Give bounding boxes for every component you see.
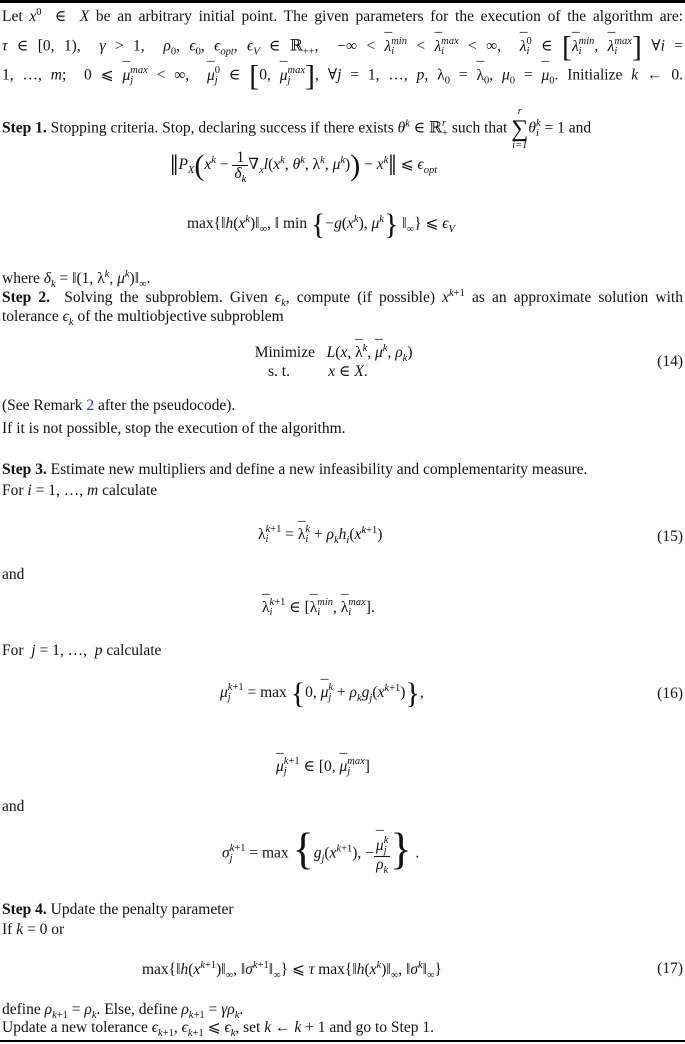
step-2-line-2: tolerance $\epsilon_k$ of the multiobjective subproblem bbox=[2, 308, 284, 328]
step-3-label: Step 3. bbox=[2, 461, 47, 478]
mu-bar-range: ¯ μ k+1 j ∈ [0, ¯ μ max j ] bbox=[276, 757, 370, 777]
remark-2-link[interactable]: 2 bbox=[86, 397, 95, 414]
equation-number-16: (16) bbox=[657, 685, 683, 702]
subproblem-minimize: Minimize L(x, ¯ $\lambda^k$, ¯ $\mu^k$, $\rho_k$) bbox=[253, 343, 413, 363]
step-4-line: Step 4. Update the penalty parameter bbox=[2, 901, 234, 918]
intro-line-3: 1, …, m; 0 ⩽ ¯ μ max j < ∞, ¯ μ 0 j ∈ [0, ¯ μ max j ], ∀j = 1, …, p, $\lambda_0$ = ¯ $\lambda_0$, $\mu_0$ = ¯ $\mu_0$. Initialize k ← 0. bbox=[2, 66, 683, 87]
not-possible-text: If it is not possible, stop the execution of the algorithm. bbox=[2, 420, 346, 437]
intro-line-2: τ ∈ [0, 1), γ > 1, $\rho_0$, $\epsilon_0$, $\epsilon_{opt}$, $\epsilon_V$ ∈ ℝ$_{++}$, −∞ < ¯ λ min i < ¯ λ max i < ∞, ¯ λ 0 i ∈ [¯ λ min i , ¯ λ max i ] ∀i = bbox=[2, 37, 683, 58]
for-j-text: For j = 1, …, p calculate bbox=[2, 642, 162, 659]
step-4-label: Step 4. bbox=[2, 901, 47, 918]
equation-number-15: (15) bbox=[657, 528, 683, 545]
lambda-bar-range: ¯ λ k+1 i ∈ [¯ λ min i , ¯ λ max i ]. bbox=[262, 598, 375, 618]
define-rho: define $\rho_{k+1} = \rho_k$. Else, define $\rho_{k+1} = \gamma\rho_k$. bbox=[2, 1001, 244, 1021]
equation-optimality: $‖P_X(x^k$ − $\frac{1}{\delta_k}$ $\nabla_xl(x^k$, $\theta^k$, $\lambda^k$, $\mu^k$)) − $x^k‖$ ⩽ $\epsilon_{opt}$ bbox=[170, 149, 438, 185]
step-2-label: Step 2. bbox=[2, 289, 51, 306]
and-text-2: and bbox=[2, 798, 25, 815]
equation-number-14: (14) bbox=[657, 353, 683, 370]
subproblem-constraint: s. t. x ∈ X. bbox=[268, 363, 368, 380]
for-i-text: For i = 1, …, m calculate bbox=[2, 482, 158, 499]
intro-line-1: Let $x^0$ ∈ X be an arbitrary initial point. The given parameters for the execution of the algorithm are: bbox=[2, 7, 684, 25]
top-rule bbox=[0, 0, 685, 3]
where-delta: where $\delta_k$ = ‖(1, $\lambda^k$, $\mu^k)‖_\infty$. bbox=[2, 269, 151, 290]
step-1-label: Step 1. bbox=[2, 119, 47, 137]
step-3-line: Step 3. Estimate new multipliers and define a new infeasibility and complementarity measure. bbox=[2, 461, 588, 478]
step-2-line-1: Step 2. Solving the subproblem. Given $\epsilon_k$, compute (if possible) $x^{k+1}$ as an approximate solution with bbox=[2, 288, 683, 309]
and-text-1: and bbox=[2, 566, 25, 583]
bottom-rule bbox=[0, 1040, 685, 1042]
equation-15: λ k+1 i = ¯ λ k i + $\rho_kh_i(x^{k+1})$ bbox=[258, 525, 382, 545]
see-remark: (See Remark 2 after the pseudocode). bbox=[2, 397, 236, 414]
sigma-equation: σ k+1 j = $\max \{g_j(x^{k+1})$, − ¯ μ k j $\rho_k$ } . bbox=[222, 836, 419, 872]
equation-number-17: (17) bbox=[657, 960, 683, 977]
update-tolerance: Update a new tolerance $\epsilon_{k+1}$, $\epsilon_{k+1}$ ⩽ $\epsilon_k$, set k ← k + 1 and go to Step 1. bbox=[2, 1019, 434, 1039]
step-1-line: Step 1. Stopping criteria. Stop, declaring success if there exists $\theta^k$ ∈ ℝ r + such that r ∑ i=1 θ k i = 1 and bbox=[2, 106, 592, 151]
equation-16: μ k+1 j = max {0, ¯ μ k j + $\rho_kg_j(x^{k+1})$}, bbox=[220, 683, 424, 704]
equation-feasibility: $\max\{‖h(x^k)‖_\infty$, ‖ $\min \{-g(x^k)$, $\mu^k$} $‖_\infty$} ⩽ $\epsilon_V$ bbox=[187, 208, 455, 241]
if-k-text: If k = 0 or bbox=[2, 921, 65, 938]
equation-17: $\max\{‖h(x^{k+1})‖_\infty$, $‖\sigma^{k+1}‖_\infty$} ⩽ τ $\max\{‖h(x^k)‖_\infty$, $‖\sigma^k‖_\infty$} bbox=[142, 960, 442, 981]
